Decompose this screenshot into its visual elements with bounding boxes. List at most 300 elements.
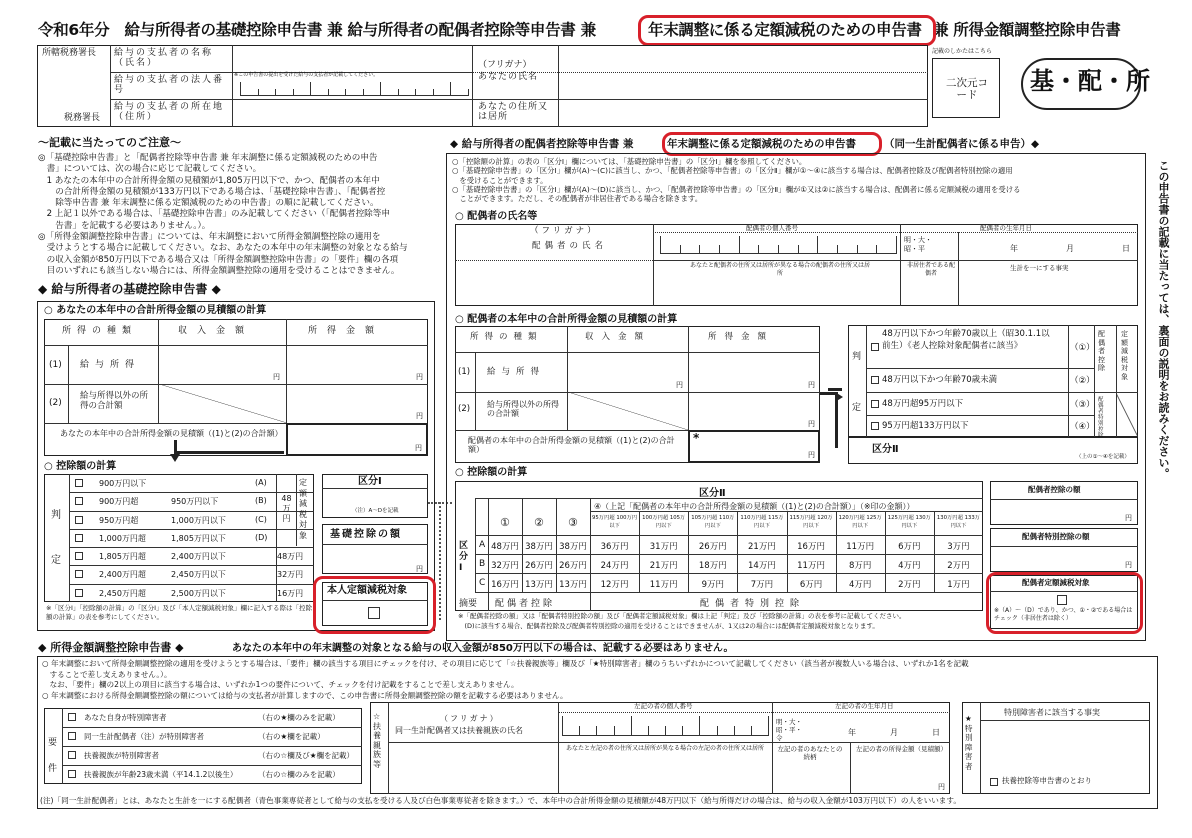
row-checkbox[interactable] [75, 516, 83, 524]
yen-label: 円 [676, 381, 683, 389]
adjust-mynumber-label: 左記の者の個人番号 [634, 702, 693, 710]
adjust-furigana: （フリガナ） [440, 714, 500, 723]
yen-label: 円 [808, 420, 815, 428]
calc-cell: 26万円 [525, 561, 553, 571]
spouse-furigana: （フリガナ） [530, 226, 599, 236]
spouse-note-line: を受けることができます。 [452, 175, 548, 185]
spouse-tokubetsu: 配偶者特別控除 [1098, 397, 1104, 439]
basic-row1-no: (1) [49, 360, 62, 370]
spouse-day: 日 [1122, 244, 1130, 253]
row-from: 1,805万円超 [99, 552, 146, 562]
basic-deduction-rows [69, 474, 314, 602]
note-line: の収入金額が850万円以下である場合又は「所得金額調整控除申告書」の「要件」欄の各項 [38, 254, 399, 265]
row-checkbox[interactable] [75, 534, 83, 542]
yen-label: 円 [416, 565, 423, 573]
adjust-address-field[interactable] [392, 762, 768, 792]
number-tick [562, 716, 563, 736]
row-to: 950万円以下 [171, 497, 219, 507]
number-tick [310, 82, 311, 96]
number-tick [739, 236, 740, 254]
calc-cell: 6万円 [799, 580, 823, 590]
payer-number-boxes[interactable] [240, 82, 468, 96]
adjust-name-label: 同一生計配偶者又は扶養親族の氏名 [395, 726, 523, 735]
adjust-era: 明・大・昭・平・令 [776, 718, 802, 742]
adjust-note-line: ○ 年末調整における所得金額調整控除の額については給与の支払者が計算しますので、この申告書に所得金額調整控除の額を記載する必要はありません。 [42, 690, 568, 700]
calc-range-col: 105万円超 110万円以下 [691, 515, 735, 529]
spouse-note-line: ○「基礎控除申告書」の「区分Ⅰ」欄が(A)～(D)に該当し、かつ、「配偶者控除等申告書」の「区分Ⅱ」欄が①又は②に該当する場合は、配偶者に係る定額減税の適用を受ける [452, 184, 1021, 194]
highlight-spouse-teigaku [986, 572, 1143, 634]
judge-no: （④） [1070, 422, 1095, 432]
calc-row-key: C [479, 578, 486, 588]
number-tick [258, 89, 259, 96]
judge-label: 48万円超95万円以下 [882, 398, 964, 409]
number-tick [896, 236, 897, 254]
adjust-notes [42, 659, 1152, 701]
basic-hantei-2: 定 [51, 555, 61, 566]
number-tick [614, 726, 615, 736]
kubun2-field[interactable] [912, 440, 1038, 462]
number-tick [876, 245, 877, 254]
form-type-stamp-label: 基・配・所 [1030, 67, 1150, 95]
yen-label: 円 [1125, 514, 1132, 522]
spouse-col-income: 収入金額 [585, 332, 652, 342]
spouse-hantei-1: 判 [852, 352, 862, 362]
calc-cell: 32万円 [491, 561, 519, 571]
adjust-requirement-items [62, 708, 362, 784]
your-name-field[interactable] [559, 46, 927, 98]
row-to: 2,400万円以下 [171, 552, 226, 562]
grid-line [475, 554, 983, 555]
number-tick [380, 82, 381, 96]
form-title-highlight: 年末調整に係る定額減税のための申告書 [648, 21, 922, 39]
requirement-note: （右の★欄を記載） [258, 732, 325, 741]
yen-label: 円 [938, 783, 945, 791]
spouse-note-line: ○「基礎控除申告書」の「区分Ⅰ」欄が(A)～(C)に該当し、かつ、「配偶者控除等申告書」の「区分Ⅱ」欄が①～④に該当する場合は、配偶者控除及び配偶者特別控除の適用 [452, 166, 1013, 176]
calc-cell: 3万円 [947, 542, 970, 552]
spouse-footnote-2: (D)に該当する場合、配偶者控除及び配偶者特別控除の適用を受けることはできませんが、1又は2の場合には配偶者定額減税対象となります。 [458, 622, 879, 630]
calc-cell: 4万円 [848, 580, 872, 590]
row-amount: 48万円 [277, 552, 304, 562]
note-line: 2 上記１以外である場合は、「基礎控除申告書」のみ記載してください（「配偶者控除等申 [38, 209, 390, 220]
note-line: ◎「基礎控除申告書」と「配偶者控除等申告書 兼 年末調整に係る定額減税のための申告 [38, 153, 378, 163]
spouse-mynumber-label: 配偶者の個人番号 [746, 224, 798, 232]
judge-no: （①） [1070, 342, 1095, 353]
judge-label: 95万円超133万円以下 [882, 421, 969, 431]
number-tick [778, 245, 779, 254]
calc-cell: 21万円 [748, 542, 776, 552]
your-address-field[interactable] [559, 100, 927, 126]
judge-checkbox[interactable] [871, 400, 879, 408]
calc-cell: 38万円 [559, 542, 587, 552]
calc-range-col: 125万円超 130万円以下 [887, 515, 931, 529]
row-line [69, 565, 314, 566]
number-tick [817, 236, 818, 254]
adjust-tokushou-fact: 特別障害者に該当する事実 [1004, 708, 1100, 717]
spouse-nonresident: 非居住者である配偶者 [906, 262, 955, 277]
kubun1-field[interactable] [323, 489, 427, 507]
basic-deduction-label: 基礎控除の額 [330, 529, 402, 540]
calc-cell: 4万円 [898, 561, 921, 571]
spouse-deduction-field[interactable] [991, 500, 1137, 524]
grid-line [475, 498, 983, 499]
adjust-tokushou-label: ★特別障害者 [965, 714, 973, 771]
payer-name-label: 給与の支払者の名称（氏名） [114, 48, 214, 69]
number-tick [240, 82, 241, 96]
adjust-heading: ◆ 所得金額調整控除申告書 ◆ [38, 641, 184, 654]
spouse-judge-rows [866, 325, 1094, 437]
judge-checkbox[interactable] [871, 422, 879, 430]
row-to: 1,805万円以下 [171, 533, 226, 543]
number-tick [837, 245, 838, 254]
adjust-note-line: することで差し支えありません。）。 [42, 669, 172, 679]
calc-range-col: 120万円超 125万円以下 [838, 515, 882, 529]
yen-label: 円 [808, 451, 815, 459]
basic-row2-amount[interactable] [287, 385, 427, 422]
calc-range-col: 100万円超 105万円以下 [642, 515, 686, 529]
spouse-month: 月 [1066, 244, 1074, 253]
tax-office-suffix: 税務署長 [64, 113, 101, 123]
calc-cell: 11万円 [649, 580, 678, 590]
number-tick [450, 82, 451, 96]
row-from: 1,000万円超 [99, 533, 146, 543]
spouse-calc-grid [455, 481, 983, 611]
number-tick [665, 726, 666, 736]
calc-range-col: 115万円超 120万円以下 [789, 515, 833, 529]
requirement-label: あなた自身が特別障害者 [84, 713, 167, 722]
spouse-col-kind: 所得の種類 [470, 332, 543, 342]
side-vertical-note: この申告書の記載に当たっては、裏面の説明をお読みください。 [1157, 160, 1170, 479]
number-tick [293, 89, 294, 96]
calc-tekiyo: 摘要 [459, 599, 478, 609]
highlight-title-box [638, 15, 936, 46]
adjust-month: 月 [890, 728, 898, 737]
calc-cell: 16万円 [797, 542, 825, 552]
row-line [276, 547, 314, 548]
basic-heading: ◆ 給与所得者の基礎控除申告書 ◆ [38, 282, 221, 296]
number-tick [857, 245, 858, 254]
row-code: (A) [255, 478, 267, 487]
calc-kubun2-label: 区分Ⅱ [699, 488, 726, 499]
adjust-fuyou-check-label: 扶養控除等申告書のとおり [1002, 776, 1092, 785]
calc-cell: 9万円 [701, 580, 725, 590]
adjust-year: 年 [848, 728, 856, 737]
grid-line [475, 592, 983, 593]
requirement-label: 扶養親族が年齢23歳未満（平14.1.2以後生） [84, 770, 238, 779]
notes-body [38, 153, 443, 277]
highlight-self-teigaku [313, 576, 436, 634]
spouse-row2-label: 給与所得以外の所得の合計額 [487, 400, 559, 419]
note-line: 受けようとする場合に記載してください。なお、あなたの本年中の年末調整の対象となる給与 [38, 243, 408, 254]
grid-line [475, 573, 983, 574]
calc-kubun1-label: 区分Ⅰ [459, 541, 469, 573]
spouse-name-heading: ○ 配偶者の氏名等 [455, 211, 538, 222]
basic-footnote: ※「区分Ⅰ」「控除額の計算」の「区分Ⅰ」及び「本人定額減税対象」欄に記入する際は「控除額の計算」の表を参考にしてください。 [46, 604, 313, 621]
adjust-mynumber-boxes[interactable] [562, 716, 768, 736]
number-tick [596, 726, 597, 736]
calc-cell: 31万円 [649, 542, 678, 552]
number-tick [275, 89, 276, 96]
calc-cell: 12万円 [600, 580, 629, 590]
row-checkbox[interactable] [75, 497, 83, 505]
requirement-note: （右の☆欄及び★欄を記載） [258, 751, 354, 760]
row-line [69, 511, 314, 512]
row-from: 2,400万円超 [99, 570, 146, 580]
adjust-address-label: あなたと左記の者の住所又は居所が異なる場合の左記の者の住所又は居所 [565, 745, 764, 752]
row-from: 950万円超 [99, 515, 139, 525]
spouse-name-field[interactable] [456, 236, 652, 259]
calc-row-key: A [479, 540, 486, 550]
spouse-row2-amount-field[interactable] [689, 393, 819, 429]
row-to: 1,000万円以下 [171, 515, 226, 525]
spouse-note-line: ○「控除額の計算」の表の「区分Ⅰ」欄については、「基礎控除申告書」の「区分Ⅰ」欄を参照してください。 [452, 157, 807, 166]
spouse-birthday-label: 配偶者の生年月日 [980, 224, 1032, 232]
calc-cell: 2万円 [947, 561, 970, 571]
basic-deduction-heading: ○ 控除額の計算 [44, 461, 117, 472]
adjust-footnote: (注)「同一生計配偶者」とは、あなたと生計を一にする配偶者（青色事業専従者として給与の支払を受ける人及び白色事業専従者を除きます。）で、本年中の合計所得金額の見積額が48万円以下（給与所得だけの場合は、給与の収入金額が103万円以下）の人をいいます。 [40, 796, 961, 805]
payer-number-note: ※この申告書の提出を受けた給与の支払者が記載してください。 [234, 72, 379, 78]
requirement-checkbox[interactable] [68, 732, 76, 740]
self-teigaku-label: 本人定額減税対象 [327, 585, 407, 596]
note-line: 1 あなたの本年中の合計所得金額の見積額が1,805万円以下で、かつ、配偶者の本年中 [38, 175, 380, 186]
number-tick [798, 245, 799, 254]
basic-48man: 48万円 [281, 494, 292, 523]
requirement-checkbox[interactable] [68, 751, 76, 759]
judge-label: 48万円以下かつ年齢70歳以上（昭30.1.1以前生）《老人控除対象配偶者に該当》 [882, 329, 1050, 351]
spouse-heading-highlight: 年末調整に係る定額減税のための申告書 [667, 138, 856, 150]
yen-label: 円 [808, 381, 815, 389]
yen-label: 円 [273, 373, 280, 381]
tax-office-label: 所轄税務署長 [42, 48, 97, 58]
adjust-relation: 左記の者のあなたとの続柄 [777, 745, 843, 761]
number-tick [468, 89, 469, 96]
calc-cell: 6万円 [898, 542, 921, 552]
adjust-heading-note: あなたの本年中の年末調整の対象となる給与の収入金額が850万円以下の場合は、記載する必要はありません。 [232, 643, 734, 654]
form-title-left: 令和6年分 給与所得者の基礎控除申告書 兼 給与所得者の配偶者控除等申告書 兼 [38, 21, 596, 39]
row-line [69, 584, 314, 585]
basic-deduction-field[interactable] [323, 545, 427, 573]
calc-tekiyo-b: 配偶者特別控除 [700, 599, 806, 609]
judge-no: （②） [1070, 376, 1095, 386]
row-code: (D) [255, 532, 268, 542]
furigana-label: （フリガナ） [478, 60, 532, 70]
note-line: 除等申告書 兼 年末調整に係る定額減税のための申告書」の順に記載してください。 [38, 198, 379, 209]
payer-number-label: 給与の支払者の法人番号 [114, 75, 225, 96]
number-tick [433, 89, 434, 96]
number-tick [699, 245, 700, 254]
spouse-teigaku-label: 配偶者定額減税対象 [1022, 578, 1090, 587]
calc-cell: 8万円 [848, 561, 872, 571]
row-from: 2,450万円超 [99, 588, 146, 598]
row-checkbox[interactable] [75, 589, 83, 597]
row-amount: 32万円 [277, 570, 304, 580]
basic-total-field[interactable] [286, 423, 428, 456]
basic-col-kind: 所得の種類 [62, 326, 138, 336]
calc-cell: 11万円 [846, 542, 875, 552]
kubun2-label: 区分Ⅱ [872, 444, 899, 455]
spouse-total-label: 配偶者の本年中の合計所得金額の見積額（(1)と(2)の合計額） [468, 436, 675, 455]
judge-no: （③） [1070, 399, 1095, 410]
basic-total-label: あなたの本年中の合計所得金額の見積額（(1)と(2)の合計額） [60, 429, 283, 438]
note-line: 告書」を記載する必要はありません。）。 [38, 220, 211, 231]
number-tick [734, 726, 735, 736]
row-checkbox[interactable] [75, 552, 83, 560]
row-checkbox[interactable] [75, 570, 83, 578]
yen-label: 円 [416, 412, 423, 420]
judge-checkbox[interactable] [871, 343, 879, 351]
adjust-income-est: 左記の者の所得金額（見積額） [856, 745, 947, 753]
row-code: (C) [255, 514, 267, 524]
row-from: 900万円以下 [99, 479, 147, 488]
spouse-address-field[interactable] [656, 280, 898, 305]
spouse-special-label: 配偶者特別控除の額 [1022, 532, 1090, 541]
qr-code-label: 二次元コード [946, 77, 988, 102]
spouse-row1-amount-field[interactable] [689, 353, 819, 391]
payer-name-field[interactable] [233, 46, 471, 71]
spouse-row1-no: (1) [458, 367, 471, 377]
number-tick [768, 716, 769, 736]
calc-col4-label: ④（上記「配偶者の本年中の合計所得金額の見積額（(1)と(2)の合計額）」（※印の金額）） [594, 502, 915, 511]
number-tick [631, 716, 632, 736]
calc-cell: 7万円 [750, 580, 774, 590]
number-tick [719, 245, 720, 254]
spouse-income-heading: ○ 配偶者の本年中の合計所得金額の見積額の計算 [455, 314, 678, 325]
adjust-birthday-label: 左記の者の生年月日 [835, 702, 894, 710]
requirement-checkbox[interactable] [68, 770, 76, 778]
yen-label: 円 [415, 444, 422, 452]
grid-line [488, 592, 489, 611]
spouse-hantei-2: 定 [852, 403, 862, 413]
basic-row2-label: 給与所得以外の所得の合計額 [80, 391, 149, 411]
calc-cell: 26万円 [559, 561, 587, 571]
spouse-row1-income-field[interactable] [568, 353, 687, 391]
spouse-teigaku-taisho: 定額減税対象 [1121, 330, 1128, 381]
requirement-label: 扶養親族が特別障害者 [84, 751, 159, 760]
number-tick [717, 726, 718, 736]
adjust-note-line: なお、「要件」欄の2以上の項目に該当する場合は、いずれか1つの要件について、チェックを付け記載をすることで差し支えありません。 [42, 680, 519, 690]
calc-range-col: 95万円超 100万円以下 [592, 515, 638, 529]
spouse-same-living: 生計を一にする事実 [1010, 264, 1069, 272]
basic-income-field[interactable] [159, 346, 285, 383]
note-line: 書」については、次の場合に応じて記載してください。 [38, 164, 262, 175]
calc-cell: 16万円 [491, 580, 519, 590]
spouse-deduction-label: 配偶者控除の額 [1028, 485, 1081, 494]
basic-row1-label: 給与所得 [80, 360, 141, 370]
spouse-note-line: ことができます。ただし、その配偶者が非居住者である場合を除きます。 [452, 194, 703, 204]
row-line [69, 529, 314, 530]
calc-row-key: B [479, 559, 486, 569]
number-tick [751, 726, 752, 736]
spouse-era: 明・大・昭・平 [904, 236, 932, 253]
code-note: 記載のしかたはこちら [932, 48, 993, 55]
row-line [69, 492, 314, 493]
basic-col-income: 収入金額 [178, 326, 255, 336]
spouse-year: 年 [1010, 244, 1018, 253]
yen-label: 円 [1125, 561, 1132, 569]
calc-range-col: 130万円超 133万円以下 [936, 515, 980, 529]
spouse-name-label: 配偶者の氏名 [532, 241, 608, 251]
requirement-checkbox[interactable] [68, 713, 76, 721]
kubun1-label: 区分Ⅰ [358, 476, 382, 487]
number-tick [398, 89, 399, 96]
spouse-address-label: あなたと配偶者の住所又は居所が異なる場合の配偶者の住所又は居所 [690, 262, 871, 277]
adjust-day: 日 [932, 728, 940, 737]
adjust-name-field[interactable] [389, 703, 557, 741]
number-tick [363, 89, 364, 96]
spouse-notes [452, 157, 1142, 203]
spouse-row2-no: (2) [458, 404, 471, 414]
basic-income-heading: ○ あなたの本年中の合計所得金額の見積額の計算 [44, 305, 267, 316]
calc-cell: 18万円 [698, 561, 727, 571]
yen-label: 円 [416, 373, 423, 381]
row-from: 900万円超 [99, 497, 139, 507]
payer-address-label: 給与の支払者の所在地（住所） [114, 102, 225, 123]
basic-teigaku-label: 定額減税対象 [299, 478, 307, 540]
note-line: の合計所得金額の見積額が133万円以下である場合は、「基礎控除申告書」、「配偶者控 [38, 186, 386, 197]
calc-circle-col: ② [534, 516, 544, 529]
notes-heading: ～記載に当たってのご注意～ [38, 136, 181, 149]
row-to: 2,500万円以下 [171, 588, 226, 598]
grid-line [590, 592, 591, 611]
calc-cell: 14万円 [748, 561, 776, 571]
basic-row1-amount[interactable] [287, 346, 427, 383]
number-tick [579, 726, 580, 736]
number-tick [328, 89, 329, 96]
spouse-heading: ◆ 給与所得者の配偶者控除等申告書 兼 [450, 138, 634, 150]
calc-cell: 2万円 [898, 580, 921, 590]
your-address-label: あなたの住所又は居所 [478, 102, 549, 123]
requirement-note: （右の☆欄のみを記載） [258, 770, 340, 779]
calc-cell: 26万円 [698, 542, 727, 552]
calc-cell: 1万円 [947, 580, 970, 590]
basic-row2-no: (2) [49, 398, 62, 408]
adjust-fuyou-checkbox[interactable] [990, 778, 998, 786]
spouse-teigaku-note: ※（A）～（D）であり、かつ、①・②である場合はチェック（非居住者は除く） [994, 607, 1133, 622]
judge-label: 48万円以下かつ年齢70歳未満 [882, 375, 998, 385]
calc-cell: 11万円 [797, 561, 825, 571]
calc-cell: 21万円 [649, 561, 678, 571]
grid-line [475, 498, 476, 592]
form-title-right: 兼 所得金額調整控除申告書 [933, 21, 1121, 39]
number-tick [648, 726, 649, 736]
spouse-total-field[interactable] [688, 430, 820, 463]
judge-checkbox[interactable] [871, 376, 879, 384]
adjust-yoken: 要件 [48, 738, 58, 774]
calc-circle-col: ③ [568, 516, 578, 529]
spouse-total-star: * [693, 431, 700, 445]
spouse-special-field[interactable] [991, 547, 1137, 571]
calc-range-col: 110万円超 115万円以下 [740, 515, 784, 529]
spouse-footnote-1: ※「配偶者控除の額」又は「配偶者特別控除の額」及び「配偶者定額減税対象」欄は上記「判定」及び「控除額の計算」の表を参考に記載してください。 [458, 612, 906, 620]
adjust-note-line: ○ 年末調整において所得金額調整控除の適用を受けようとする場合は、「要件」欄の該当する項目にチェックを付け、その項目に応じて「☆扶養親族等」欄及び「★特別障害者」欄のうちいずれかについて記載してください（該当者が複数人いる場合は、いずれか1名を記載 [42, 659, 969, 668]
calc-cell: 48万円 [491, 542, 519, 552]
spouse-col-shotoku: 所得金額 [708, 332, 775, 342]
calc-cell: 38万円 [525, 542, 553, 552]
spouse-haigusha-koujo: 配偶者控除 [1098, 330, 1105, 373]
spouse-row1-label: 給与所得 [487, 367, 546, 377]
spouse-mynumber-boxes[interactable] [660, 236, 896, 254]
row-to: 2,450万円以下 [171, 570, 226, 580]
grid-line [475, 535, 983, 536]
basic-hantei-1: 判 [51, 510, 61, 521]
adjust-fuyou-label: ☆扶養親族等 [373, 712, 381, 769]
row-checkbox[interactable] [75, 479, 83, 487]
spouse-calc-heading: ○ 控除額の計算 [455, 467, 528, 478]
row-code: (B) [255, 496, 267, 506]
calc-cell: 13万円 [525, 580, 553, 590]
note-line: ◎「所得金額調整控除申告書」については、年末調整において所得金額調整控除の適用を [38, 232, 381, 243]
number-tick [758, 245, 759, 254]
calc-tekiyo-a: 配偶者控除 [495, 599, 556, 609]
